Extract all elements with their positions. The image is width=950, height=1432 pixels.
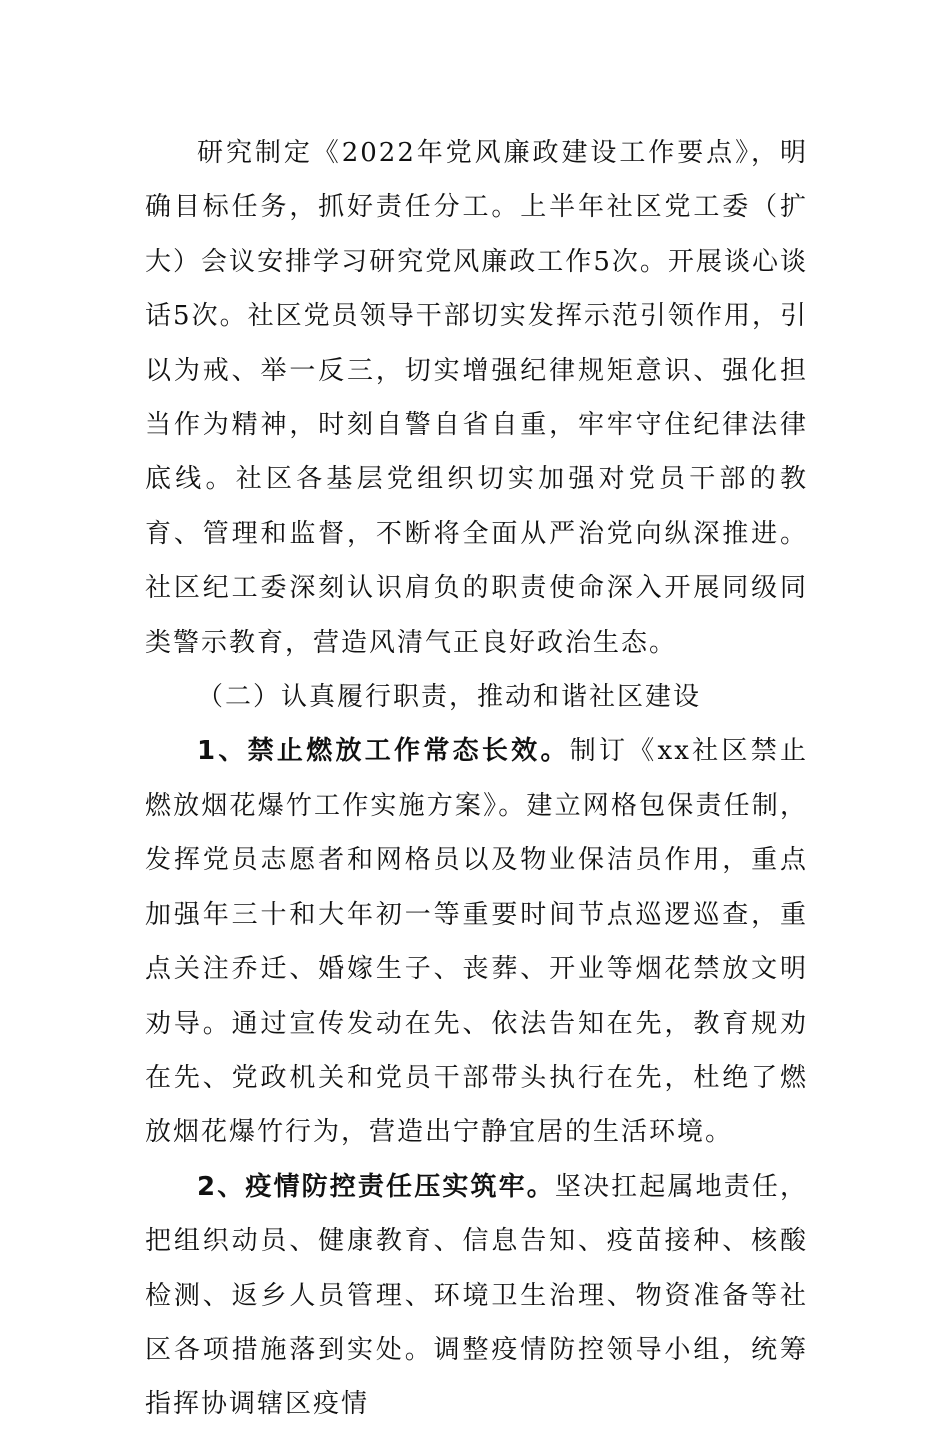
section-heading-2 xyxy=(145,670,808,724)
paragraph-epidemic-control xyxy=(145,1160,808,1432)
paragraph-lead: 2、疫情防控责任压实筑牢。 xyxy=(197,1171,555,1202)
paragraph-text: 坚决扛起属地责任，把组织动员、健康教育、信息告知、疫苗接种、核酸检测、返乡人员管理、环境卫生治理、物资准备等社区各项措施落到实处。调整疫情防控领导小组，统筹指挥协调辖区疫情 xyxy=(145,1171,808,1420)
paragraph-fireworks-ban xyxy=(145,724,808,1159)
document-body xyxy=(145,126,808,1432)
paragraph-text: 研究制定《2022年党风廉政建设工作要点》，明确目标任务，抓好责任分工。上半年社区党工委（扩大）会议安排学习研究党风廉政工作5次。开展谈心谈话5次。社区党员领导干部切实发挥示范引领作用，引以为戒、举一反三，切实增强纪律规矩意识、强化担当作为精神，时刻自警自省自重，牢牢守住纪律法律底线。社区各基层党组织切实加强对党员干部的教育、管理和监督，不断将全面从严治党向纵深推进。社区纪工委深刻认识肩负的职责使命深入开展同级同类警示教育，营造风清气正良好政治生态。 xyxy=(145,138,808,658)
paragraph-party-conduct xyxy=(145,126,808,670)
paragraph-text: 制订《xx社区禁止燃放烟花爆竹工作实施方案》。建立网格包保责任制，发挥党员志愿者和网格员以及物业保洁员作用，重点加强年三十和大年初一等重要时间节点巡逻巡查，重点关注乔迁、婚嫁生子、丧葬、开业等烟花禁放文明劝导。通过宣传发动在先、依法告知在先，教育规劝在先、党政机关和党员干部带头执行在先，杜绝了燃放烟花爆竹行为，营造出宁静宜居的生活环境。 xyxy=(145,736,808,1148)
paragraph-lead: 1、禁止燃放工作常态长效。 xyxy=(197,736,570,767)
section-heading-text: （二）认真履行职责，推动和谐社区建设 xyxy=(197,682,702,713)
